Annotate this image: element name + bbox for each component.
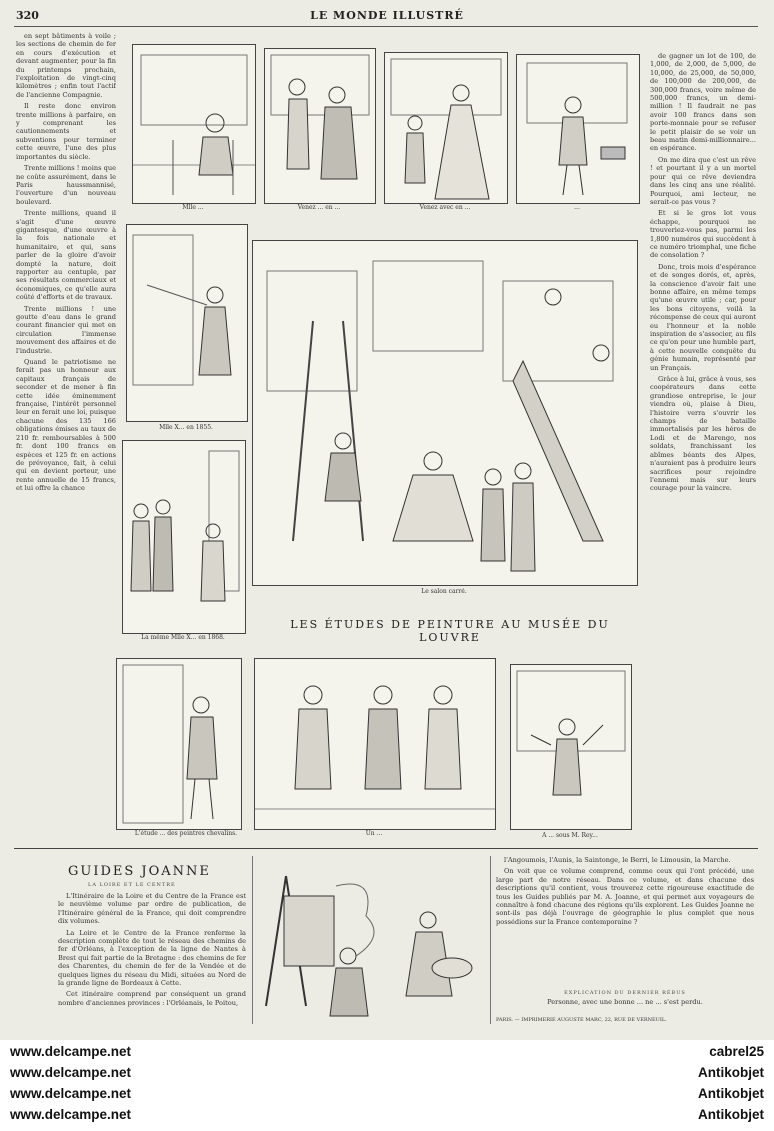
paragraph: Trente millions ! une goutte d'eau dans le grand courant financier qui met en circulation l'immense mouvement des affaires et de l'industrie. — [16, 304, 116, 355]
paragraph: La Loire et le Centre de la France renferme la description complète de tout le réseau des chemins de fer d'Orléans, à l'exception de la ligne de Nantes à Brest qui fait partie de la Bretagne : des chemins de fer des Charentes, du chemin de fer de la Vendée et de quelques lignes du réseau du Midi, situées au Nord de la grande ligne de Bordeaux à Cette. — [58, 928, 246, 988]
paragraph: On me dira que c'est un rêve ! et pourtant il y a un mortel pour qui ce rêve deviendra dans les cinq ans une réalité. Pourquoi, ami lecteur, ne serait-ce pas vous ? — [650, 155, 756, 206]
illustration-title: LES ÉTUDES DE PEINTURE AU MUSÉE DU LOUVRE — [290, 618, 610, 644]
header-rule — [14, 26, 758, 27]
section-rule — [14, 848, 758, 849]
engraving-panel-2 — [264, 48, 376, 204]
column-divider — [252, 856, 253, 1024]
caption-4: ... — [574, 204, 580, 211]
right-text-column — [650, 52, 756, 842]
caption-1: Mlle ... — [182, 204, 204, 211]
paragraph: On voit que ce volume comprend, comme ceux qui l'ont précédé, une large part de notre réseau. Dans ce volume, et dans chacune des descriptions qu'il contient, vous trouverez cette rigoureuse exactitude de tous les Guides publiés par M. A. Joanne, et qui permet aux voyageurs de connaître à fond chacune des régions qu'ils explorent. Les Guides Joanne ne sont-ils pas déjà l'ouvrage de géographie le plus complet que nous possédions sur la France contemporaine ? — [496, 867, 754, 926]
engraving-panel-6 — [122, 440, 246, 634]
caption-8: Un ... — [365, 830, 383, 837]
engraving-panel-5 — [126, 224, 248, 422]
caption-6: La même Mlle X... en 1868. — [141, 634, 225, 641]
paragraph: l'Angoumois, l'Aunis, la Saintonge, le Berri, le Limousin, la Marche. — [504, 856, 731, 864]
watermark-left: www.delcampe.net — [10, 1107, 132, 1122]
watermark-footer — [0, 1040, 774, 1131]
engraving-panel-4 — [516, 54, 640, 204]
rebus-engraving — [256, 856, 484, 1024]
caption-9: A ... sous M. Rey... — [542, 832, 598, 839]
engraving-panel-1 — [132, 44, 256, 204]
guides-subtitle: LA LOIRE ET LE CENTRE — [88, 882, 176, 888]
watermark-right: Antikobjet — [698, 1086, 764, 1101]
column-divider — [490, 856, 491, 1024]
paragraph: Et si le gros lot vous échappe, pourquoi ne trouveriez-vous pas, parmi les 1,800 numéros qui succèdent à ce numéro triomphal, une fiche de consolation ? — [650, 209, 756, 260]
watermark-left: www.delcampe.net — [10, 1086, 132, 1101]
watermark-right: Antikobjet — [698, 1107, 764, 1122]
engraving-panel-7 — [116, 658, 242, 830]
page-header — [0, 6, 774, 28]
guides-title: GUIDES JOANNE — [68, 864, 211, 879]
page-number: 320 — [16, 9, 39, 22]
paragraph: en sept bâtiments à voile ; les sections de chemin de fer en cours d'exécution et devant augmenter, pour la fin du printemps prochain, l'exploitation de vingt-cinq kilomètres ; enfin tout l'actif de l'ancienne Compagnie. — [16, 32, 116, 99]
paragraph: Cet itinéraire comprend par conséquent un grand nombre d'anciennes provinces : l'Orléanais, le Poitou, — [58, 990, 246, 1007]
caption-5: Mlle X... en 1855. — [159, 424, 213, 431]
caption-2: Venez ... en ... — [297, 204, 341, 211]
paragraph: de gagner un lot de 100, de 1,000, de 2,000, de 5,000, de 10,000, de 25,000, de 50,000, de 100,000 de 200,000, de 300,000 francs, voire même de 500,000 francs, un demi-million ! Il faudrait ne pas avoir 100 francs dans son porte-monnaie pour se refuser le petit plaisir de se voir un beau matin demi-millionnaire... en espérance. — [650, 52, 756, 153]
guides-right-text — [496, 856, 754, 956]
engraving-panel-9 — [510, 664, 632, 830]
paragraph: Quand le patriotisme ne ferait pas un honneur aux capitaux français de seconder et de mener à fin cette idée éminemment française, l'intérêt personnel leur en ferait une loi, puisque chacune des 135 166 obligations émises au taux de 210 fr. remboursables à 500 fr. dont 100 francs en espèces et 125 fr. en actions de prévoyance, fait, à celui qui en devient porteur, une rente annuelle de 15 francs, et lui offre la chance — [16, 358, 116, 493]
paragraph: Grâce à lui, grâce à vous, ses coopérateurs dans cette grandiose entreprise, le jour viendra où, plaise à Dieu, l'histoire verra s'ouvrir les champs de bataille immortalisés par les héros de Lodi et de Marengo, nos soldats, franchissant les abîmes béants des Alpes, n'auraient pas à produire leurs sacrifices pour rejoindre l'ennemi mais sur leurs courage pour la vaincre. — [650, 375, 756, 493]
left-text-column — [16, 32, 116, 842]
engraving-panel-8 — [254, 658, 496, 830]
watermark-right: cabrel25 — [709, 1044, 764, 1059]
caption-main: Le salon carré. — [421, 588, 467, 595]
guides-left-text — [58, 892, 246, 1030]
watermark-right: Antikobjet — [698, 1065, 764, 1080]
paragraph: Trente millions, quand il s'agit d'une œuvre gigantesque, d'une œuvre à la fois nationale et humanitaire, et qui, sans parler de la gloire d'avoir dompté la nature, doit rapporter au centuple, par ses résultats commerciaux et économiques, ce qu'elle aura coûté d'efforts et de travaux. — [16, 209, 116, 302]
engraving-panel-3 — [384, 52, 508, 204]
rebus-text: Personne, avec une bonne ... ne ... s'est perdu. — [547, 998, 703, 1006]
engraving-main-panel — [252, 240, 638, 586]
imprint: PARIS. — IMPRIMERIE AUGUSTE MARC, 22, RUE DE VERNEUIL. — [496, 1017, 667, 1023]
caption-7: L'étude ... des peintres chevalins. — [134, 830, 238, 837]
watermark-left: www.delcampe.net — [10, 1044, 132, 1059]
newspaper-title: LE MONDE ILLUSTRÉ — [310, 9, 464, 22]
paragraph: Donc, trois mois d'espérance et de songes dorés, et, après, la conscience d'avoir fait une bonne affaire, en même temps qu'une œuvre utile ; car, pour les bons citoyens, voilà la récompense de ceux qui auront eu l'honneur et la noble inspiration de s'associer, au fils ce qu'on pour une humble part, à cette nouvelle conquête du génie humain, représenté par un Français. — [650, 262, 756, 372]
paragraph: L'Itinéraire de la Loire et du Centre de la France est le neuvième volume par ordre de publication, de l'Itinéraire général de la France, qui doit comprendre dix volumes. — [58, 892, 246, 926]
paragraph: Il reste donc environ trente millions à parfaire, en y comprenant les cautionnements et subventions pour terminer cette œuvre, l'une des plus importantes du siècle. — [16, 102, 116, 161]
paragraph: Trente millions ! moins que ne coûte assurément, dans le Paris haussmannisé, l'ouverture d'un nouveau boulevard. — [16, 164, 116, 206]
rebus-heading: EXPLICATION DU DERNIER RÉBUS — [564, 990, 686, 996]
watermark-left: www.delcampe.net — [10, 1065, 132, 1080]
caption-3: Venez avec en ... — [419, 204, 471, 211]
